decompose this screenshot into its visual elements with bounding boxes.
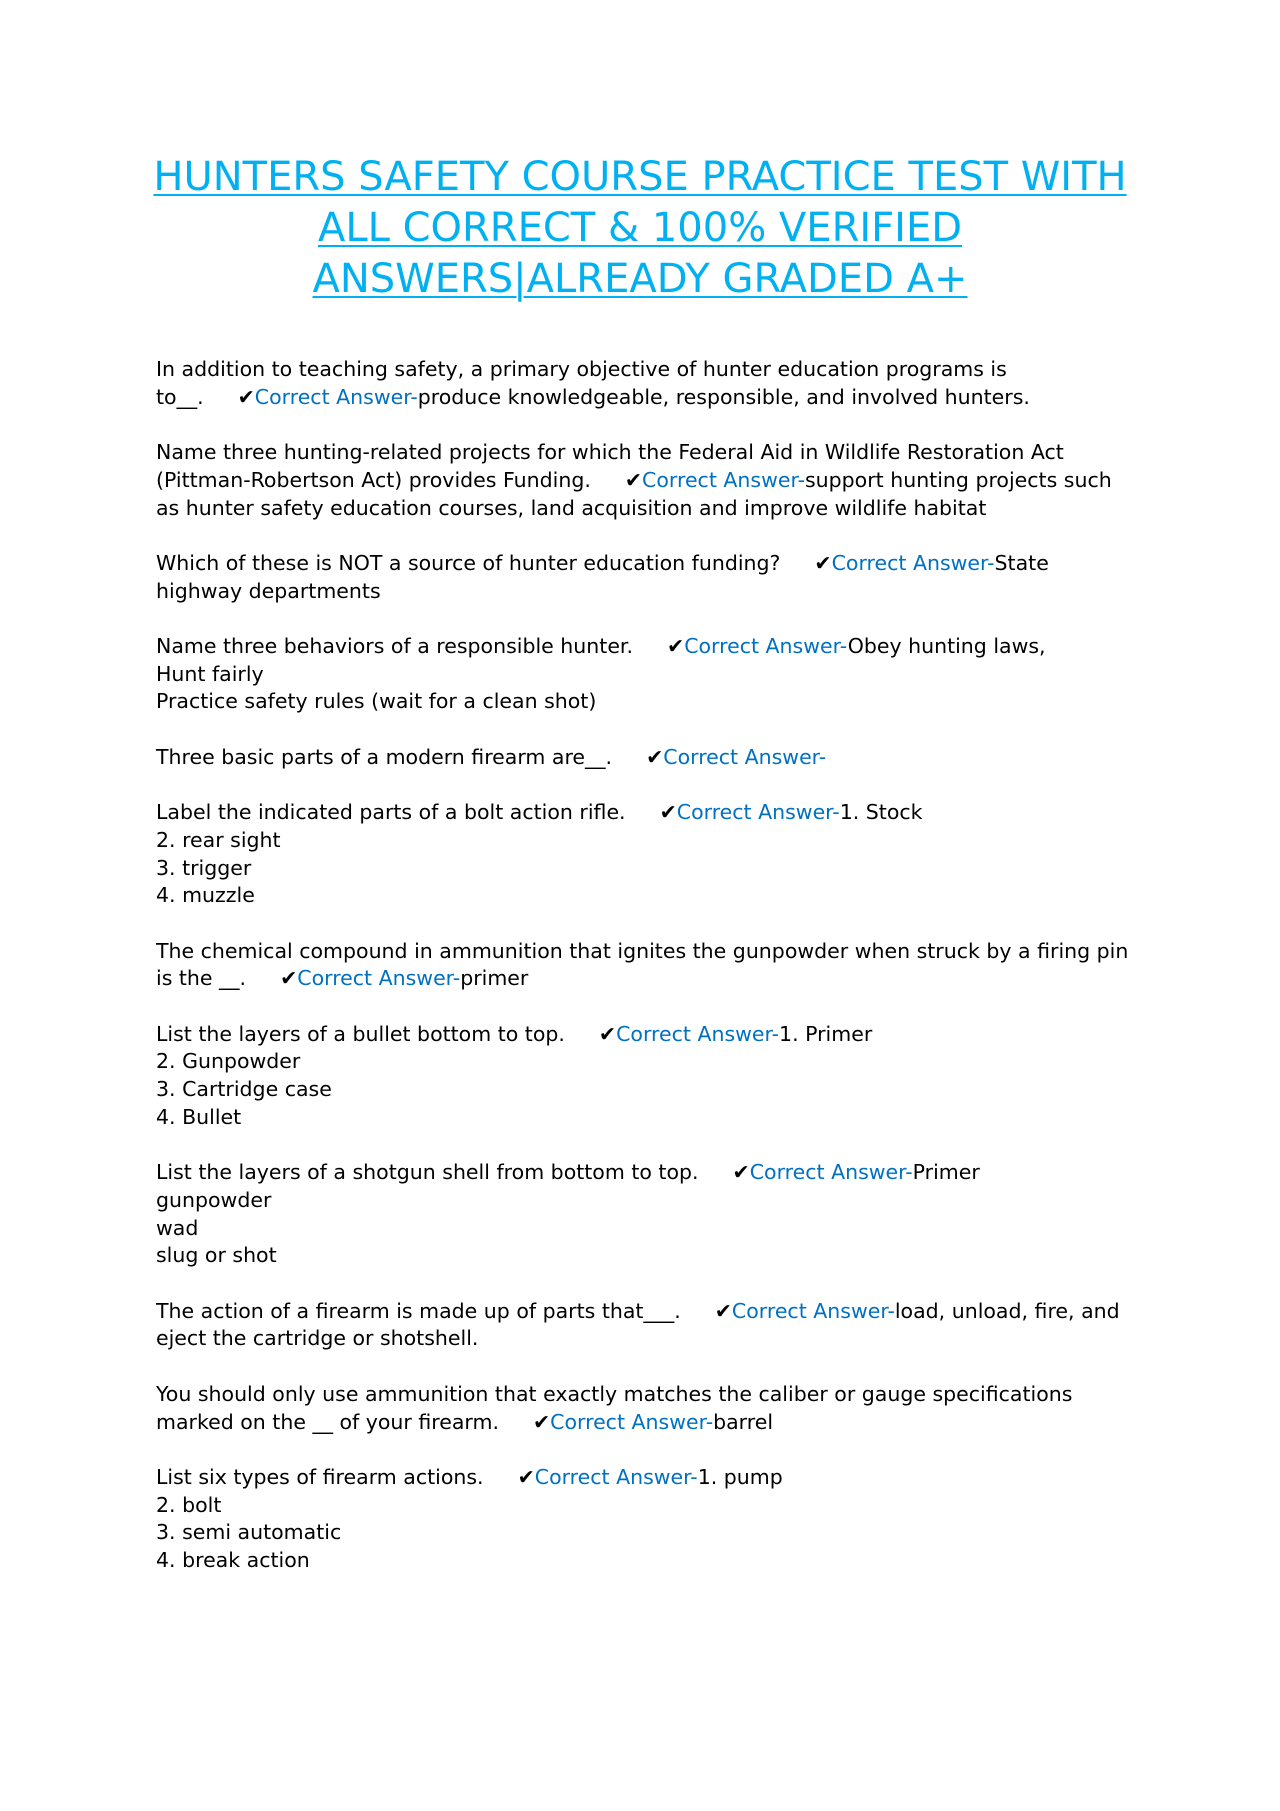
answer-line: 3. Cartridge case (156, 1077, 332, 1102)
qa-item (156, 356, 1141, 411)
correct-answer-label: Correct Answer- (663, 744, 827, 769)
answer-line: slug or shot (156, 1243, 277, 1268)
question-text: Which of these is NOT a source of hunter education funding? (156, 550, 781, 575)
answer-line: 4. muzzle (156, 883, 255, 908)
qa-list (156, 356, 1141, 1602)
check-icon: ✔ (624, 467, 643, 492)
answer-text: 1. pump (697, 1464, 783, 1489)
qa-item (156, 938, 1141, 993)
answer-line: 3. semi automatic (156, 1520, 342, 1545)
qa-item (156, 550, 1141, 605)
correct-answer-label: Correct Answer- (749, 1160, 913, 1185)
qa-item (156, 1021, 1141, 1132)
answer-text: Primer (912, 1160, 980, 1185)
answer-text: primer (460, 966, 529, 991)
qa-item (156, 1159, 1141, 1270)
check-icon: ✔ (732, 1160, 750, 1185)
answer-line: wad (156, 1215, 199, 1240)
question-text: In addition to teaching safety, a primary objective of hunter education programs is to__. (156, 357, 1007, 409)
answer-text: produce knowledgeable, responsible, and involved hunters. (417, 384, 1030, 409)
check-icon: ✔ (237, 384, 255, 409)
answer-line: 2. Gunpowder (156, 1049, 301, 1074)
question-text: List the layers of a bullet bottom to top. (156, 1021, 565, 1046)
correct-answer-label: Correct Answer- (550, 1409, 714, 1434)
answer-line: gunpowder (156, 1187, 272, 1212)
correct-answer-label: Correct Answer- (297, 966, 461, 991)
check-icon: ✔ (646, 744, 664, 769)
answer-text: support hunting projects such as hunter safety education courses, land acquisition and improve wildlife habitat (156, 467, 1112, 520)
answer-line: 3. trigger (156, 855, 252, 880)
check-icon: ✔ (714, 1298, 732, 1323)
answer-line: 4. break action (156, 1548, 310, 1573)
qa-item (156, 633, 1141, 716)
question-text: The chemical compound in ammunition that ignites the gunpowder when struck by a firing pin is the __. (156, 938, 1129, 991)
answer-text: 1. Primer (779, 1021, 873, 1046)
question-text: List the layers of a shotgun shell from bottom to top. (156, 1160, 699, 1185)
check-icon: ✔ (814, 550, 832, 575)
correct-answer-label: Correct Answer- (616, 1021, 780, 1046)
correct-answer-label: Correct Answer- (676, 800, 840, 825)
question-text: Label the indicated parts of a bolt action rifle. (156, 800, 626, 825)
question-text: The action of a firearm is made up of parts that___. (156, 1298, 681, 1323)
answer-text: State highway departments (156, 550, 1049, 603)
answer-text: 1. Stock (839, 800, 923, 825)
qa-item (156, 799, 1141, 910)
check-icon: ✔ (532, 1409, 551, 1434)
answer-text: barrel (713, 1409, 774, 1434)
check-icon: ✔ (659, 800, 677, 825)
correct-answer-label: Correct Answer- (254, 384, 418, 409)
question-text: Name three hunting-related projects for which the Federal Aid in Wildlife Restoration Act (Pittman-Robertson Act) provides Funding. (156, 440, 1064, 492)
correct-answer-label: Correct Answer- (831, 550, 995, 575)
answer-line: Hunt fairly (156, 661, 264, 686)
check-icon: ✔ (517, 1464, 535, 1489)
answer-text: Obey hunting laws, (847, 633, 1046, 658)
question-text: You should only use ammunition that exactly matches the caliber or gauge specifications marked on the __ of your firearm. (156, 1381, 1073, 1434)
check-icon: ✔ (280, 966, 298, 991)
correct-answer-label: Correct Answer- (642, 467, 805, 492)
qa-item (156, 744, 1141, 772)
question-text: List six types of firearm actions. (156, 1464, 484, 1489)
document-title: HUNTERS SAFETY COURSE PRACTICE TEST WITH ALL CORRECT & 100% VERIFIED ANSWERS|ALREADY GRADED A+ (153, 154, 1127, 302)
check-icon: ✔ (598, 1021, 617, 1046)
correct-answer-label: Correct Answer- (534, 1464, 698, 1489)
answer-line: Practice safety rules (wait for a clean shot) (156, 689, 597, 714)
question-text: Three basic parts of a modern firearm are__. (156, 744, 613, 769)
answer-line: 2. bolt (156, 1492, 222, 1517)
qa-item (156, 1381, 1141, 1436)
qa-item (156, 1464, 1141, 1575)
question-text: Name three behaviors of a responsible hunter. (156, 633, 633, 658)
qa-item (156, 1298, 1141, 1353)
qa-item (156, 439, 1141, 522)
answer-line: 4. Bullet (156, 1104, 242, 1129)
correct-answer-label: Correct Answer- (684, 633, 848, 658)
correct-answer-label: Correct Answer- (731, 1298, 895, 1323)
answer-text: load, unload, fire, and eject the cartridge or shotshell. (156, 1298, 1120, 1351)
answer-line: 2. rear sight (156, 827, 281, 852)
check-icon: ✔ (667, 633, 685, 658)
